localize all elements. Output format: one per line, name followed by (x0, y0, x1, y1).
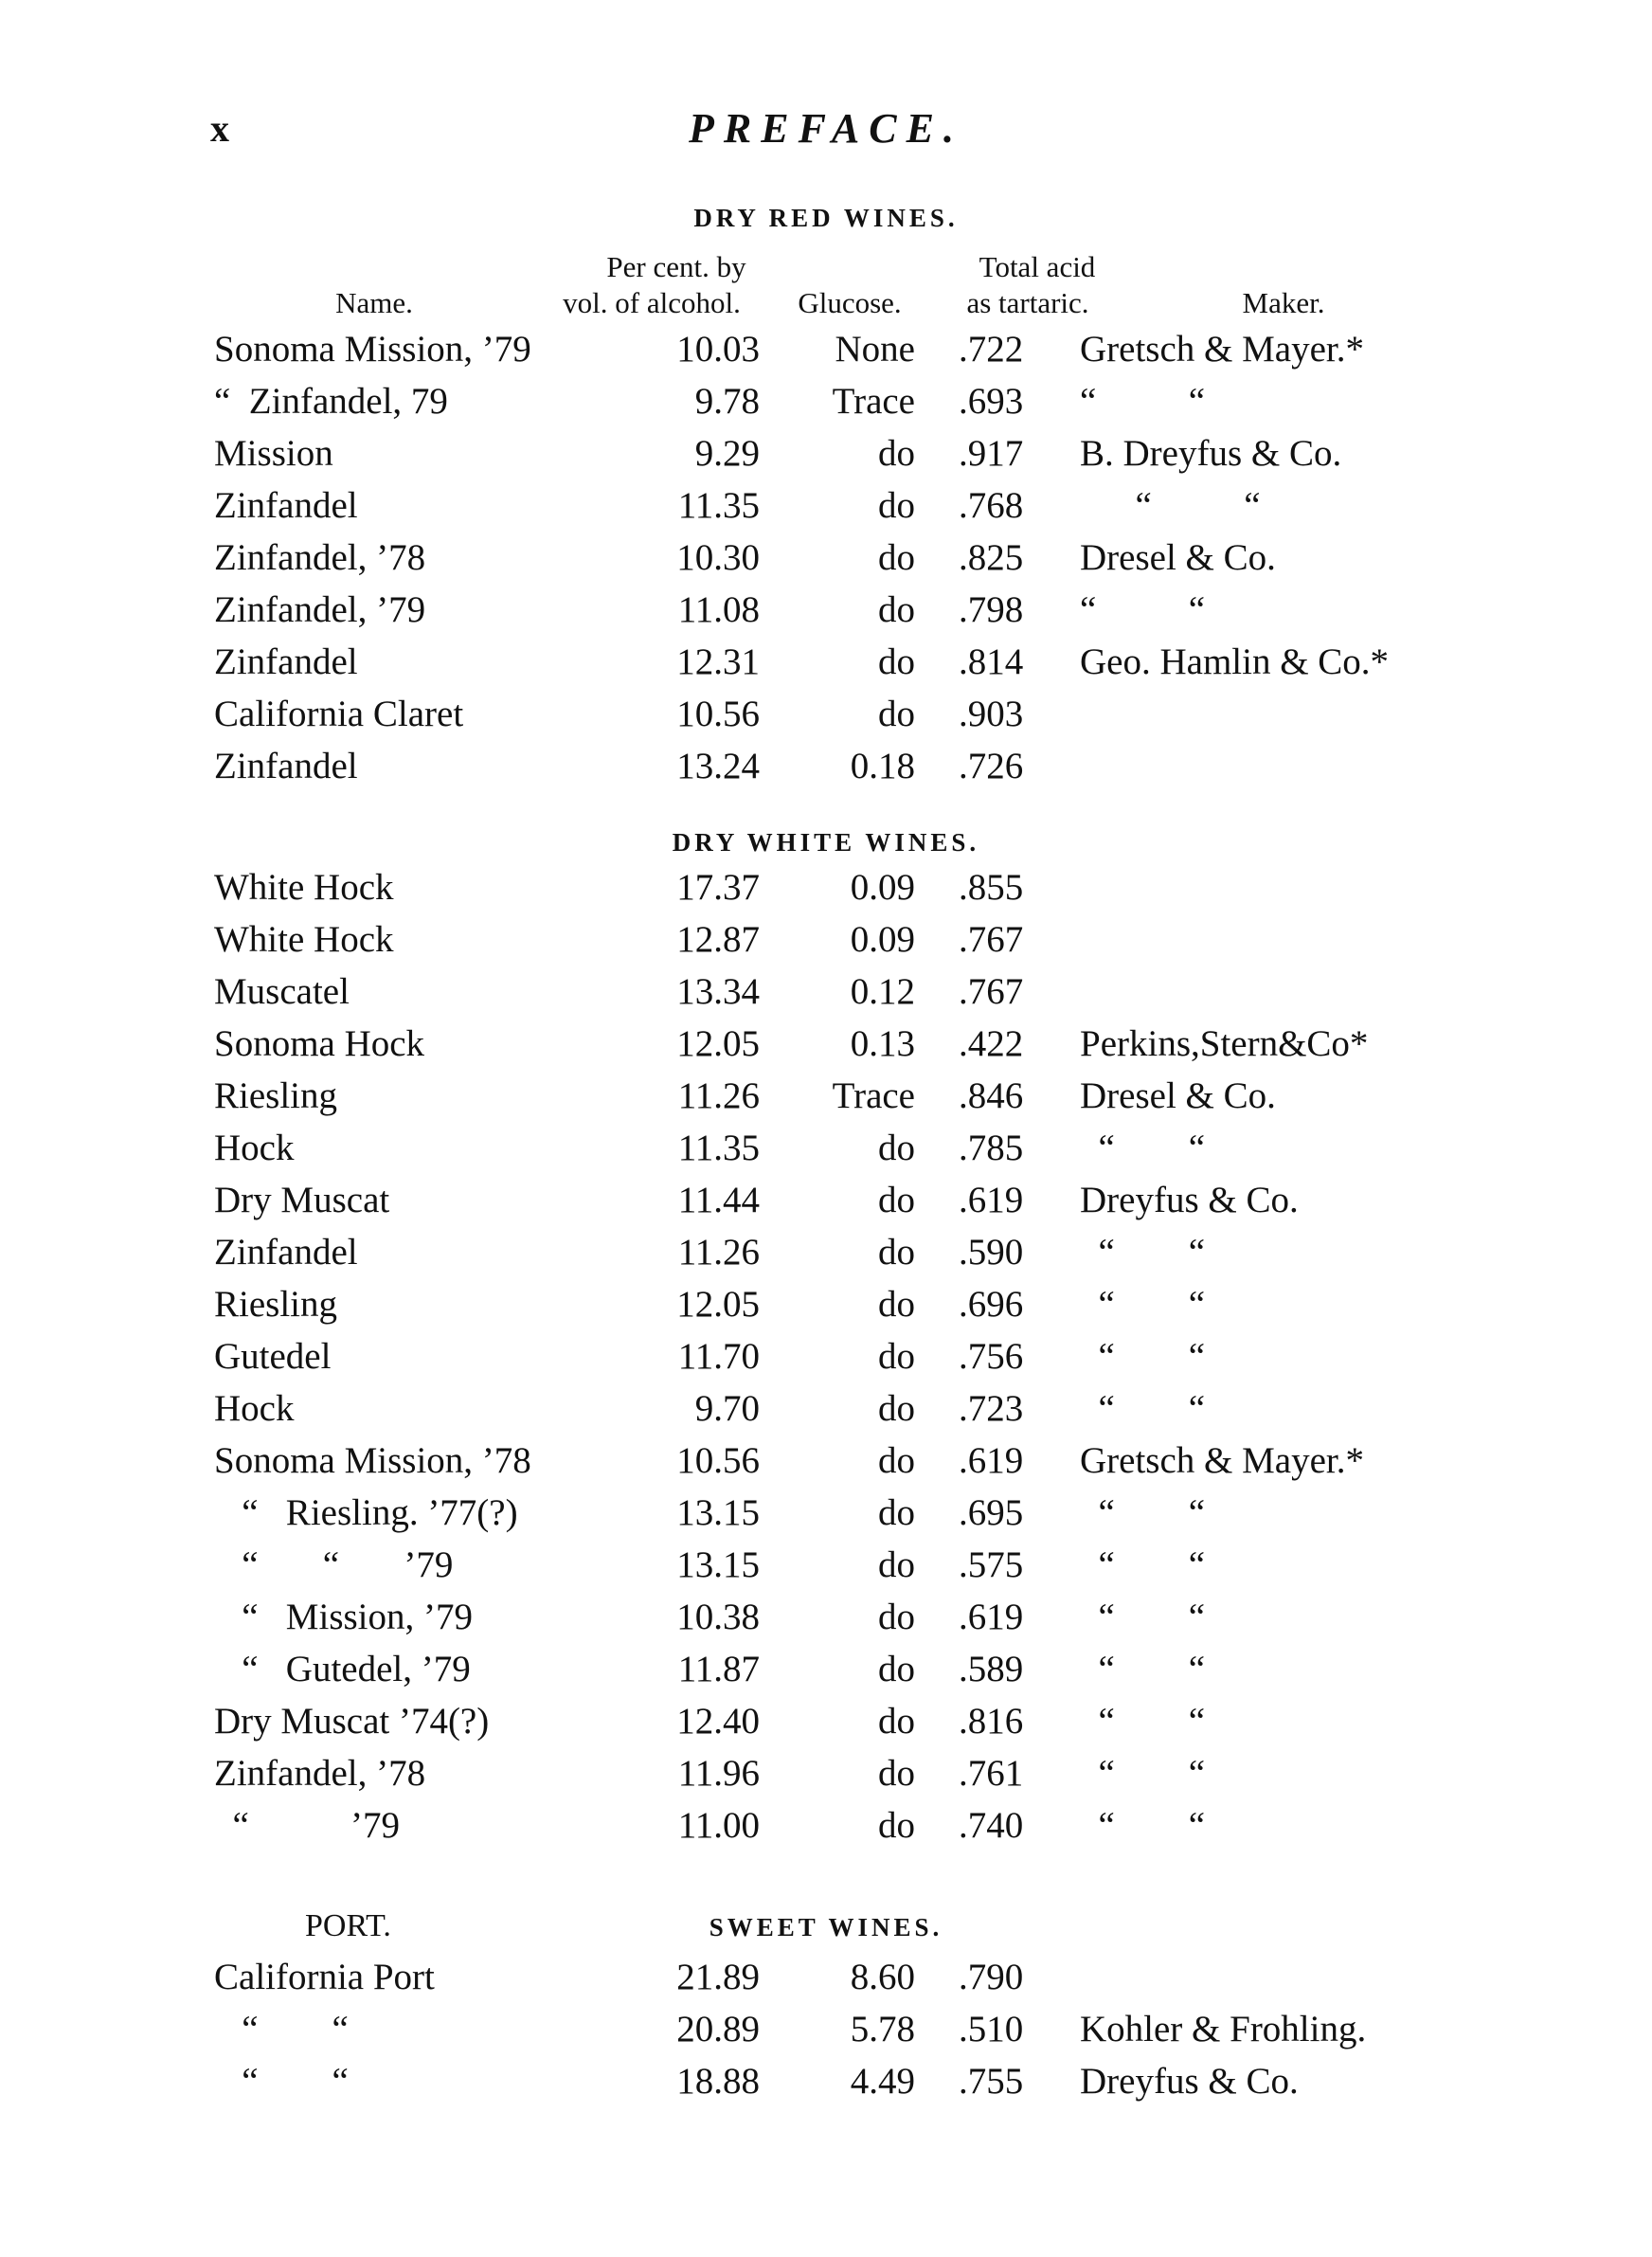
wine-name: “ “ (214, 2061, 349, 2102)
glucose-value: 5.78 (850, 2009, 915, 2049)
total-acid: .767 (959, 919, 1024, 960)
wine-name: Dry Muscat (214, 1180, 390, 1220)
glucose-value: do (878, 1805, 915, 1846)
alcohol-percent: 12.05 (676, 1023, 760, 1064)
alcohol-percent: 9.78 (694, 381, 760, 422)
wine-name: White Hock (214, 867, 394, 908)
table-row (0, 913, 1652, 966)
wine-name: “ Zinfandel, 79 (214, 381, 448, 422)
wine-name: Hock (214, 1128, 295, 1168)
wine-name: California Claret (214, 694, 464, 734)
table-row (0, 1122, 1652, 1175)
total-acid: .917 (959, 433, 1024, 474)
total-acid: .575 (959, 1544, 1024, 1585)
wine-name: Zinfandel (214, 746, 358, 786)
total-acid: .825 (959, 537, 1024, 578)
alcohol-percent: 11.35 (677, 1128, 760, 1168)
glucose-value: do (878, 1180, 915, 1220)
maker-name: B. Dreyfus & Co. (1080, 433, 1342, 474)
total-acid: .903 (959, 694, 1024, 734)
wine-name: California Port (214, 1957, 435, 1997)
glucose-value: do (878, 485, 915, 526)
maker-name: “ “ (1080, 1284, 1206, 1325)
maker-name: Gretsch & Mayer.* (1080, 1440, 1365, 1481)
table-row (0, 1799, 1652, 1852)
maker-name: Geo. Hamlin & Co.* (1080, 641, 1390, 682)
wine-name: “ “ (214, 2009, 349, 2049)
total-acid: .756 (959, 1336, 1024, 1377)
maker-name: “ “ (1080, 1544, 1206, 1585)
section-title-dry-white: DRY WHITE WINES. (672, 828, 980, 857)
table-row (0, 1487, 1652, 1540)
glucose-value: 0.13 (850, 1023, 915, 1064)
total-acid: .761 (959, 1753, 1024, 1794)
wine-name: Dry Muscat ’74(?) (214, 1701, 490, 1742)
maker-name: Perkins,Stern&Co* (1080, 1023, 1369, 1064)
wine-name: Zinfandel (214, 641, 358, 682)
wine-name: Sonoma Mission, ’78 (214, 1440, 531, 1481)
total-acid: .846 (959, 1075, 1024, 1116)
column-header-acid-line1: Total acid (979, 250, 1096, 283)
section-title-dry-red: DRY RED WINES. (693, 204, 959, 232)
table-row (0, 1278, 1652, 1331)
glucose-value: do (878, 1440, 915, 1481)
glucose-value: do (878, 537, 915, 578)
alcohol-percent: 9.29 (694, 433, 760, 474)
glucose-value: None (835, 329, 915, 370)
glucose-value: 0.09 (850, 867, 915, 908)
alcohol-percent: 13.24 (676, 746, 760, 786)
maker-name: “ “ (1080, 1753, 1206, 1794)
glucose-value: do (878, 1701, 915, 1742)
total-acid: .696 (959, 1284, 1024, 1325)
table-row (0, 375, 1652, 428)
column-header-maker: Maker. (1242, 286, 1325, 319)
wine-name: Muscatel (214, 971, 350, 1012)
maker-name: “ “ (1080, 1701, 1206, 1742)
glucose-value: do (878, 694, 915, 734)
table-row (0, 1382, 1652, 1435)
table-row (0, 323, 1652, 376)
maker-name: “ “ (1080, 1597, 1206, 1637)
maker-name: “ “ (1080, 589, 1206, 630)
wine-name: Sonoma Hock (214, 1023, 425, 1064)
table-row (0, 1070, 1652, 1123)
maker-name: “ “ (1080, 1232, 1206, 1273)
glucose-value: do (878, 1649, 915, 1689)
glucose-value: 0.09 (850, 919, 915, 960)
table-row (0, 1747, 1652, 1800)
alcohol-percent: 10.30 (676, 537, 760, 578)
table-row (0, 1539, 1652, 1592)
total-acid: .726 (959, 746, 1024, 786)
maker-name: “ “ (1080, 1388, 1206, 1429)
maker-name: Kohler & Frohling. (1080, 2009, 1367, 2049)
table-row (0, 1695, 1652, 1748)
alcohol-percent: 10.03 (676, 329, 760, 370)
maker-name: “ “ (1080, 1805, 1206, 1846)
wine-name: Zinfandel, ’78 (214, 1753, 426, 1794)
table-row (0, 1174, 1652, 1227)
page-number: x (210, 107, 229, 150)
alcohol-percent: 12.31 (676, 641, 760, 682)
wine-name: “ Gutedel, ’79 (214, 1649, 471, 1689)
maker-name: Gretsch & Mayer.* (1080, 329, 1365, 370)
alcohol-percent: 10.38 (676, 1597, 760, 1637)
maker-name: “ “ (1080, 1492, 1206, 1533)
alcohol-percent: 11.70 (677, 1336, 760, 1377)
alcohol-percent: 11.44 (677, 1180, 760, 1220)
alcohol-percent: 12.87 (676, 919, 760, 960)
alcohol-percent: 11.26 (677, 1075, 760, 1116)
maker-name: “ “ (1080, 1649, 1206, 1689)
total-acid: .785 (959, 1128, 1024, 1168)
wine-name: “ Riesling. ’77(?) (214, 1492, 518, 1533)
glucose-value: 0.12 (850, 971, 915, 1012)
maker-name: “ “ (1080, 485, 1261, 526)
glucose-value: do (878, 1544, 915, 1585)
table-row (0, 966, 1652, 1019)
maker-name: Dresel & Co. (1080, 1075, 1276, 1116)
column-header-glucose: Glucose. (798, 286, 902, 319)
table-row (0, 861, 1652, 914)
alcohol-percent: 17.37 (676, 867, 760, 908)
total-acid: .693 (959, 381, 1024, 422)
alcohol-percent: 9.70 (694, 1388, 760, 1429)
wine-name: “ Mission, ’79 (214, 1597, 473, 1637)
alcohol-percent: 10.56 (676, 1440, 760, 1481)
table-row (0, 1330, 1652, 1383)
glucose-value: 8.60 (850, 1957, 915, 1997)
glucose-value: do (878, 1128, 915, 1168)
glucose-value: 0.18 (850, 746, 915, 786)
table-row (0, 479, 1652, 533)
maker-name: Dresel & Co. (1080, 537, 1276, 578)
total-acid: .619 (959, 1597, 1024, 1637)
alcohol-percent: 11.00 (677, 1805, 760, 1846)
glucose-value: 4.49 (850, 2061, 915, 2102)
glucose-value: do (878, 589, 915, 630)
table-row (0, 584, 1652, 637)
table-row (0, 1951, 1652, 2004)
section-title-sweet: SWEET WINES. (709, 1913, 943, 1941)
alcohol-percent: 11.96 (677, 1753, 760, 1794)
table-row (0, 740, 1652, 793)
total-acid: .798 (959, 589, 1024, 630)
alcohol-percent: 11.08 (677, 589, 760, 630)
page-title: PREFACE. (689, 105, 963, 152)
maker-name: Dreyfus & Co. (1080, 2061, 1299, 2102)
glucose-value: do (878, 1232, 915, 1273)
total-acid: .695 (959, 1492, 1024, 1533)
glucose-value: do (878, 1388, 915, 1429)
alcohol-percent: 13.34 (676, 971, 760, 1012)
table-row (0, 688, 1652, 741)
table-row (0, 1018, 1652, 1071)
total-acid: .755 (959, 2061, 1024, 2102)
total-acid: .422 (959, 1023, 1024, 1064)
total-acid: .619 (959, 1180, 1024, 1220)
alcohol-percent: 20.89 (676, 2009, 760, 2049)
total-acid: .740 (959, 1805, 1024, 1846)
wine-name: Zinfandel, ’78 (214, 537, 426, 578)
glucose-value: do (878, 433, 915, 474)
glucose-value: do (878, 1753, 915, 1794)
alcohol-percent: 13.15 (676, 1492, 760, 1533)
alcohol-percent: 12.05 (676, 1284, 760, 1325)
column-header-name: Name. (335, 286, 413, 319)
total-acid: .590 (959, 1232, 1024, 1273)
total-acid: .767 (959, 971, 1024, 1012)
total-acid: .790 (959, 1957, 1024, 1997)
glucose-value: do (878, 641, 915, 682)
wine-name: Mission (214, 433, 333, 474)
glucose-value: do (878, 1492, 915, 1533)
table-row (0, 1591, 1652, 1644)
table-row (0, 532, 1652, 585)
glucose-value: Trace (832, 1075, 915, 1116)
table-row (0, 1643, 1652, 1696)
wine-name: Zinfandel (214, 485, 358, 526)
wine-name: Zinfandel, ’79 (214, 589, 426, 630)
alcohol-percent: 18.88 (676, 2061, 760, 2102)
alcohol-percent: 10.56 (676, 694, 760, 734)
total-acid: .816 (959, 1701, 1024, 1742)
maker-name: “ “ (1080, 1336, 1206, 1377)
total-acid: .619 (959, 1440, 1024, 1481)
total-acid: .814 (959, 641, 1024, 682)
column-header-alcohol-line1: Per cent. by (606, 250, 746, 283)
glucose-value: do (878, 1284, 915, 1325)
wine-name: “ “ ’79 (214, 1544, 454, 1585)
wine-name: “ ’79 (214, 1805, 401, 1846)
table-row (0, 1226, 1652, 1279)
wine-name: Riesling (214, 1075, 338, 1116)
total-acid: .723 (959, 1388, 1024, 1429)
glucose-value: do (878, 1597, 915, 1637)
table-row (0, 2055, 1652, 2108)
maker-name: “ “ (1080, 1128, 1206, 1168)
wine-name: Zinfandel (214, 1232, 358, 1273)
alcohol-percent: 12.40 (676, 1701, 760, 1742)
table-row (0, 2003, 1652, 2056)
total-acid: .589 (959, 1649, 1024, 1689)
column-header-alcohol-line2: vol. of alcohol. (563, 286, 741, 319)
alcohol-percent: 13.15 (676, 1544, 760, 1585)
wine-name: Sonoma Mission, ’79 (214, 329, 531, 370)
port-subheading: PORT. (305, 1908, 391, 1943)
total-acid: .855 (959, 867, 1024, 908)
alcohol-percent: 11.87 (677, 1649, 760, 1689)
maker-name: Dreyfus & Co. (1080, 1180, 1299, 1220)
total-acid: .510 (959, 2009, 1024, 2049)
alcohol-percent: 11.35 (677, 485, 760, 526)
table-row (0, 427, 1652, 480)
maker-name: “ “ (1080, 381, 1206, 422)
table-row (0, 636, 1652, 689)
glucose-value: Trace (832, 381, 915, 422)
wine-name: White Hock (214, 919, 394, 960)
column-header-acid-line2: as tartaric. (966, 286, 1089, 319)
total-acid: .768 (959, 485, 1024, 526)
alcohol-percent: 11.26 (677, 1232, 760, 1273)
total-acid: .722 (959, 329, 1024, 370)
wine-name: Gutedel (214, 1336, 332, 1377)
wine-name: Riesling (214, 1284, 338, 1325)
table-row (0, 1435, 1652, 1488)
alcohol-percent: 21.89 (676, 1957, 760, 1997)
glucose-value: do (878, 1336, 915, 1377)
wine-name: Hock (214, 1388, 295, 1429)
